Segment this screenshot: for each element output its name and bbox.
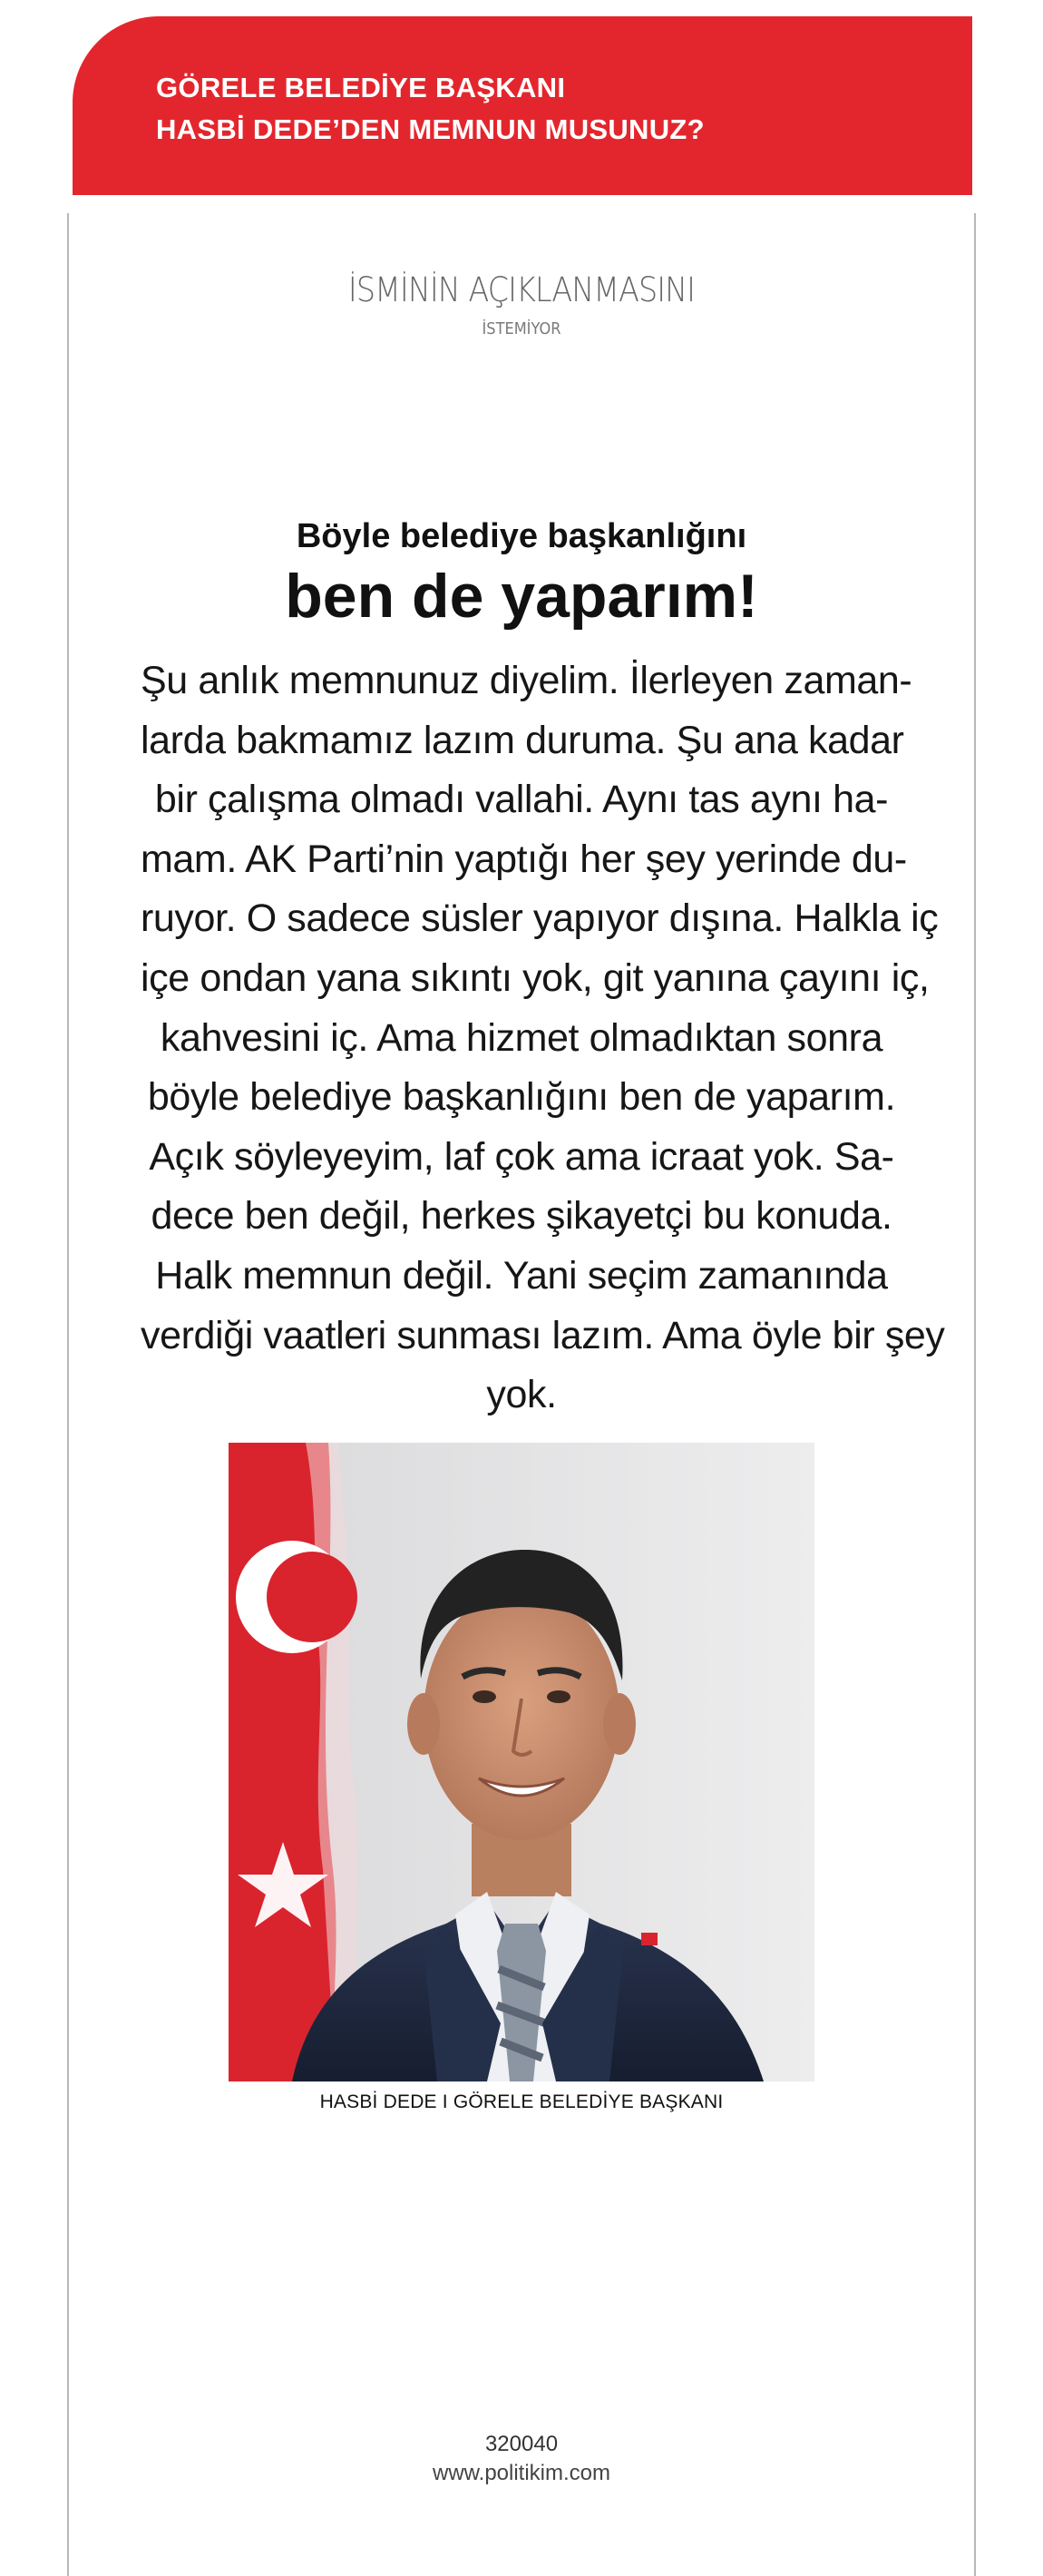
quote-line: larda bakmamız lazım duruma. Şu ana kadar: [141, 718, 904, 762]
footer-code: 320040: [484, 2432, 559, 2456]
quote-line: böyle belediye başkanlığını ben de yaparım.: [147, 1075, 896, 1120]
quote-line: mam. AK Parti’nin yaptığı her şey yerinde du-: [141, 837, 907, 881]
quote-line: dece ben değil, herkes şikayetçi bu konuda.: [151, 1194, 892, 1239]
portrait-illustration: [229, 1443, 814, 2081]
quote-line: yok.: [486, 1373, 557, 1417]
headline-main: ben de yaparım!: [285, 562, 758, 631]
quote-line: verdiği vaatleri sunması lazım. Ama öyle bir şey: [141, 1313, 945, 1357]
quote-body: [141, 651, 945, 1425]
headline-kicker: Böyle belediye başkanlığını: [296, 517, 747, 555]
quote-line: kahvesini iç. Ama hizmet olmadıktan sonra: [160, 1015, 883, 1060]
portrait-photo: [229, 1443, 814, 2081]
header-banner: [73, 16, 972, 195]
quote-line: Açık söyleyeyim, laf çok ama icraat yok. Sa-: [149, 1134, 894, 1179]
banner-title-line-2: HASBİ DEDE’DEN MEMNUN MUSUNUZ?: [156, 113, 705, 145]
photo-caption: HASBİ DEDE I GÖRELE BELEDİYE BAŞKANI: [319, 2091, 724, 2112]
quote-line: Şu anlık memnunuz diyelim. İlerleyen zaman-: [141, 659, 912, 702]
quote-line: Halk memnun değil. Yani seçim zamanında: [155, 1253, 888, 1298]
banner-title-line-1: GÖRELE BELEDİYE BAŞKANI: [156, 72, 566, 103]
quote-line: bir çalışma olmadı vallahi. Aynı tas aynı ha-: [154, 778, 889, 822]
source-name: İSMİNİN AÇIKLANMASINI: [347, 270, 696, 309]
footer-website: www.politikim.com: [432, 2461, 611, 2485]
source-subtitle: İSTEMİYOR: [482, 319, 561, 338]
quote-line: ruyor. O sadece süsler yapıyor dışına. Halkla iç: [141, 896, 939, 941]
quote-line: içe ondan yana sıkıntı yok, git yanına çayını iç,: [141, 955, 930, 1000]
